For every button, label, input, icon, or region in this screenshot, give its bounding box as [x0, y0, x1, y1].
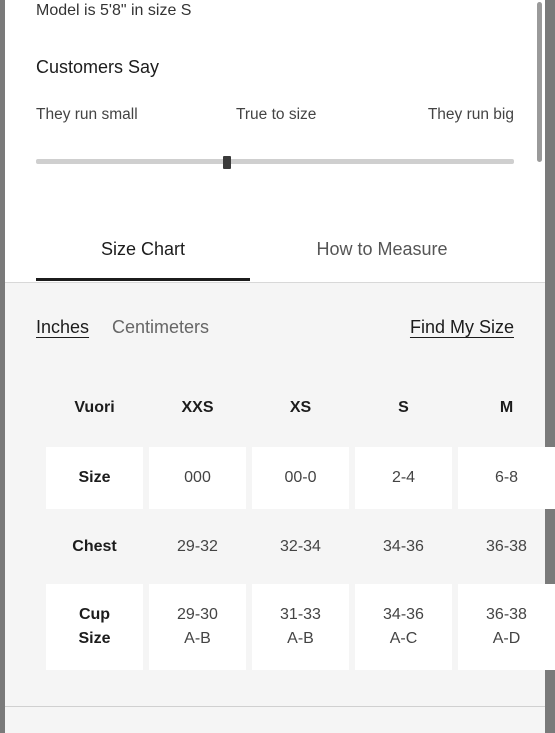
table-cell: 32-34: [280, 538, 321, 555]
table-cell: 36-38: [486, 538, 527, 555]
cell-line: A-B: [287, 630, 314, 647]
fit-label-small: They run small: [36, 106, 138, 123]
table-header-cell: XS: [289, 399, 312, 416]
section-divider: [5, 706, 545, 707]
tab-size-chart[interactable]: Size Chart: [100, 239, 186, 259]
table-cell: 6-8: [458, 447, 555, 509]
unit-centimeters-link[interactable]: Centimeters: [112, 317, 210, 337]
row-label-line: Cup: [78, 606, 111, 623]
tab-divider: [5, 282, 545, 283]
tab-how-to-measure[interactable]: How to Measure: [316, 239, 448, 259]
customers-say-title: Customers Say: [36, 57, 160, 77]
size-guide-top: [5, 0, 545, 283]
cell-line: A-C: [389, 630, 418, 647]
fit-label-big: They run big: [427, 106, 514, 123]
scrollbar[interactable]: [537, 2, 542, 162]
table-cell: 34-36: [383, 538, 424, 555]
table-cell: 2-4: [355, 447, 452, 509]
size-guide-panel: [5, 0, 545, 733]
fit-slider-track: [36, 159, 514, 164]
table-row-label: Chest: [72, 538, 117, 555]
cell-line: 29-30: [177, 606, 218, 623]
table-header-cell: M: [499, 399, 514, 416]
active-tab-indicator: [36, 278, 250, 281]
table-cell: 000: [149, 447, 246, 509]
fit-label-true: True to size: [236, 106, 317, 123]
fit-slider-thumb: [223, 156, 231, 169]
table-cell: [149, 584, 246, 670]
unit-inches-link[interactable]: Inches: [36, 317, 90, 337]
cell-line: 34-36: [383, 606, 424, 623]
table-cell: [355, 584, 452, 670]
model-note: Model is 5'8" in size S: [36, 2, 192, 19]
cell-line: A-B: [184, 630, 211, 647]
table-header-cell: XXS: [181, 399, 214, 416]
cell-line: A-D: [492, 630, 521, 647]
find-my-size-link[interactable]: Find My Size: [409, 317, 514, 337]
table-row-label: Size: [46, 447, 143, 509]
cell-line: 36-38: [486, 606, 527, 623]
table-cell: 29-32: [177, 538, 218, 555]
size-chart-table: [36, 380, 527, 680]
table-cell: [252, 584, 349, 670]
cell-line: 31-33: [280, 606, 321, 623]
table-cell: [458, 584, 555, 670]
table-row-label: [46, 584, 143, 670]
table-header-cell: Vuori: [74, 399, 115, 416]
row-label-line: Size: [78, 630, 111, 647]
table-cell: 00-0: [252, 447, 349, 509]
table-header-cell: S: [398, 399, 409, 416]
